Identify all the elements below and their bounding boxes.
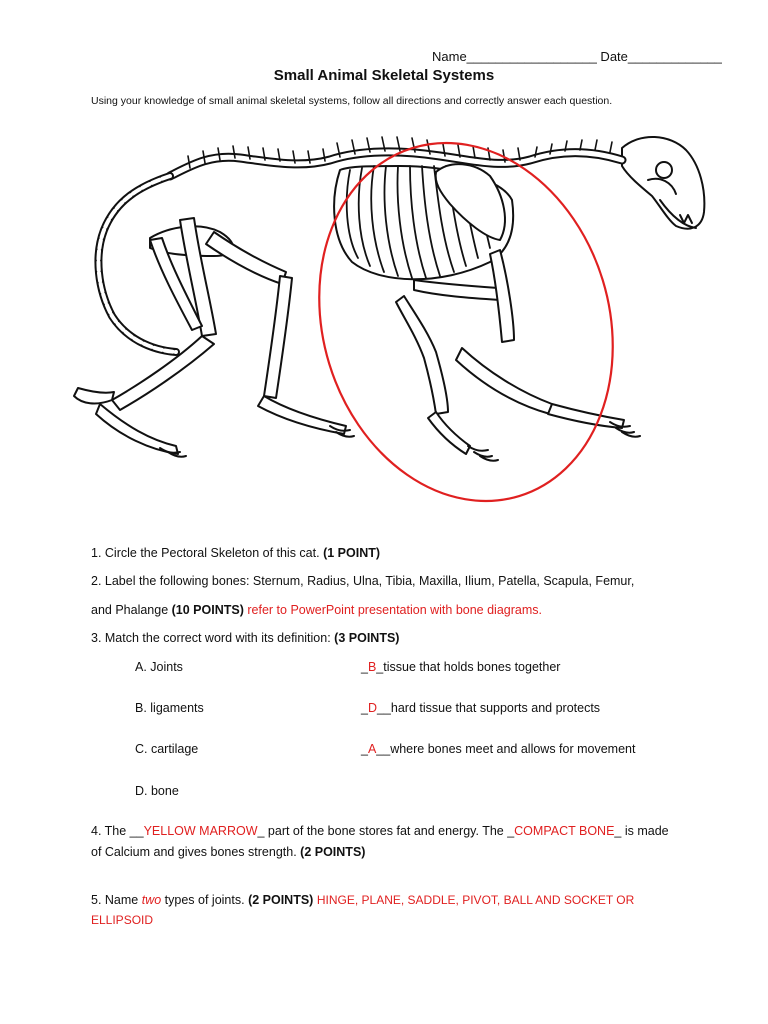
- question-1: [91, 546, 380, 560]
- q2-text: and Phalange: [91, 603, 169, 617]
- definition-1-answer: B: [367, 660, 377, 674]
- question-4-line1: 4. The __YELLOW MARROW_ part of the bone stores fat and energy. The _COMPACT BONE_ is made: [91, 824, 669, 838]
- question-2-line2: [91, 603, 542, 617]
- definition-2-answer: D: [367, 701, 377, 715]
- q4-answer-1: YELLOW MARROW: [143, 824, 258, 838]
- term-d: D. bone: [135, 784, 179, 798]
- q5-answer-line1: HINGE, PLANE, SADDLE, PIVOT, BALL AND SOCKET OR: [316, 893, 635, 907]
- q4-answer-2: COMPACT BONE: [514, 824, 615, 838]
- q2-answer: refer to PowerPoint presentation with bone diagrams.: [247, 603, 542, 617]
- definition-3: _A__where bones meet and allows for movement: [361, 742, 636, 756]
- page-title: Small Animal Skeletal Systems: [273, 67, 495, 84]
- q5-answer-line2: ELLIPSOID: [91, 913, 154, 927]
- question-4-line2: of Calcium and gives bones strength. (2 POINTS): [91, 845, 366, 859]
- q1-text: 1. Circle the Pectoral Skeleton of this cat.: [91, 546, 320, 560]
- skull: [622, 137, 704, 229]
- question-2-line1: 2. Label the following bones: Sternum, Radius, Ulna, Tibia, Maxilla, Ilium, Patella, Scapula, Femur,: [91, 574, 635, 588]
- instructions: Using your knowledge of small animal skeletal systems, follow all directions and correctly answer each question.: [91, 95, 613, 107]
- definition-2: _D__hard tissue that supports and protects: [361, 701, 601, 715]
- definition-1: _B_tissue that holds bones together: [361, 660, 561, 674]
- term-c: C. cartilage: [135, 742, 199, 756]
- q5-emphasis: two: [141, 893, 162, 907]
- name-date-line: Name__________________ Date_____________: [432, 49, 722, 64]
- q4-points: (2 POINTS): [300, 845, 366, 859]
- q3-text: 3. Match the correct word with its definition:: [91, 631, 331, 645]
- q5-points: (2 POINTS): [248, 893, 314, 907]
- q3-points: (3 POINTS): [334, 631, 400, 645]
- q1-points: (1 POINT): [323, 546, 381, 560]
- term-b: B. ligaments: [135, 701, 204, 715]
- definition-3-answer: A: [367, 742, 377, 756]
- question-5-line1: 5. Name two types of joints. (2 POINTS) HINGE, PLANE, SADDLE, PIVOT, BALL AND SOCKET OR: [91, 893, 635, 907]
- q2-points: (10 POINTS): [171, 603, 244, 617]
- hind-leg-far: [206, 232, 354, 437]
- term-a: A. Joints: [135, 660, 183, 674]
- question-3: [91, 631, 399, 645]
